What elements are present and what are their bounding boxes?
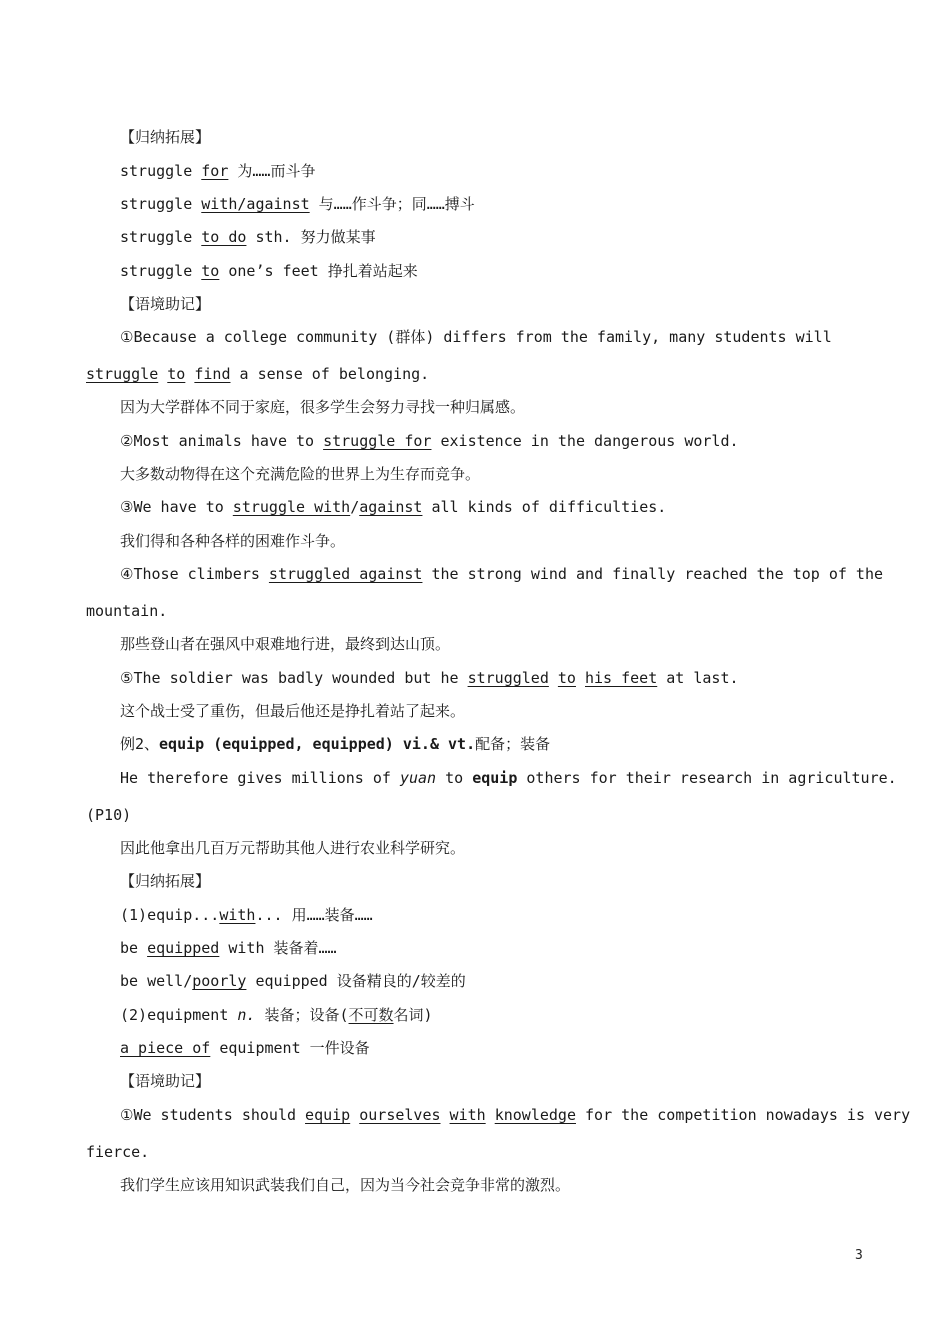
phrase-line: a piece of equipment 一件设备 (120, 1039, 370, 1057)
example-translation: 这个战士受了重伤，但最后他还是挣扎着站了起来。 (120, 702, 466, 720)
section-heading-context: 【语境助记】 (120, 295, 211, 313)
example-translation: 因为大学群体不同于家庭，很多学生会努力寻找一种归属感。 (120, 398, 526, 416)
section-heading-induction: 【归纳拓展】 (120, 872, 211, 890)
example-sentence: ①Because a college community (群体) differs from the family, many students will (120, 328, 832, 346)
phrase-line: be equipped with 装备着…… (120, 939, 337, 957)
entry-heading-equip: 例2、equip (equipped, equipped) vi.& vt.配备；装备 (120, 735, 551, 753)
example-sentence: ⑤The soldier was badly wounded but he struggled to his feet at last. (120, 669, 739, 687)
page-number: 3 (855, 1248, 863, 1263)
section-heading-induction: 【归纳拓展】 (120, 128, 211, 146)
source-translation: 因此他拿出几百万元帮助其他人进行农业科学研究。 (120, 839, 466, 857)
phrase-line: struggle for 为……而斗争 (120, 162, 316, 180)
example-translation: 我们得和各种各样的困难作斗争。 (120, 532, 346, 550)
example-sentence: ③We have to struggle with/against all kinds of difficulties. (120, 498, 667, 516)
section-heading-context: 【语境助记】 (120, 1072, 211, 1090)
example-sentence: ①We students should equip ourselves with knowledge for the competition nowadays is very (120, 1106, 911, 1124)
example-sentence-continued: fierce. (86, 1143, 150, 1161)
phrase-line: (1)equip...with... 用……装备…… (120, 906, 373, 924)
phrase-line: struggle to do sth. 努力做某事 (120, 228, 376, 246)
source-sentence: He therefore gives millions of yuan to equip others for their research in agriculture. (120, 769, 897, 787)
phrase-line: struggle to one’s feet 挣扎着站起来 (120, 262, 418, 280)
example-translation: 大多数动物得在这个充满危险的世界上为生存而竞争。 (120, 465, 481, 483)
example-sentence: ②Most animals have to struggle for existence in the dangerous world. (120, 432, 739, 450)
source-reference: (P10) (86, 806, 132, 824)
example-translation: 我们学生应该用知识武装我们自己，因为当今社会竞争非常的激烈。 (120, 1176, 571, 1194)
example-translation: 那些登山者在强风中艰难地行进，最终到达山顶。 (120, 635, 451, 653)
phrase-line: be well/poorly equipped 设备精良的/较差的 (120, 972, 466, 990)
phrase-line: struggle with/against 与……作斗争；同……搏斗 (120, 195, 475, 213)
example-sentence: ④Those climbers struggled against the strong wind and finally reached the top of the (120, 565, 884, 583)
example-sentence-continued: struggle to find a sense of belonging. (86, 365, 430, 383)
example-sentence-continued: mountain. (86, 602, 168, 620)
phrase-line: (2)equipment n. 装备；设备(不可数名词) (120, 1006, 433, 1024)
